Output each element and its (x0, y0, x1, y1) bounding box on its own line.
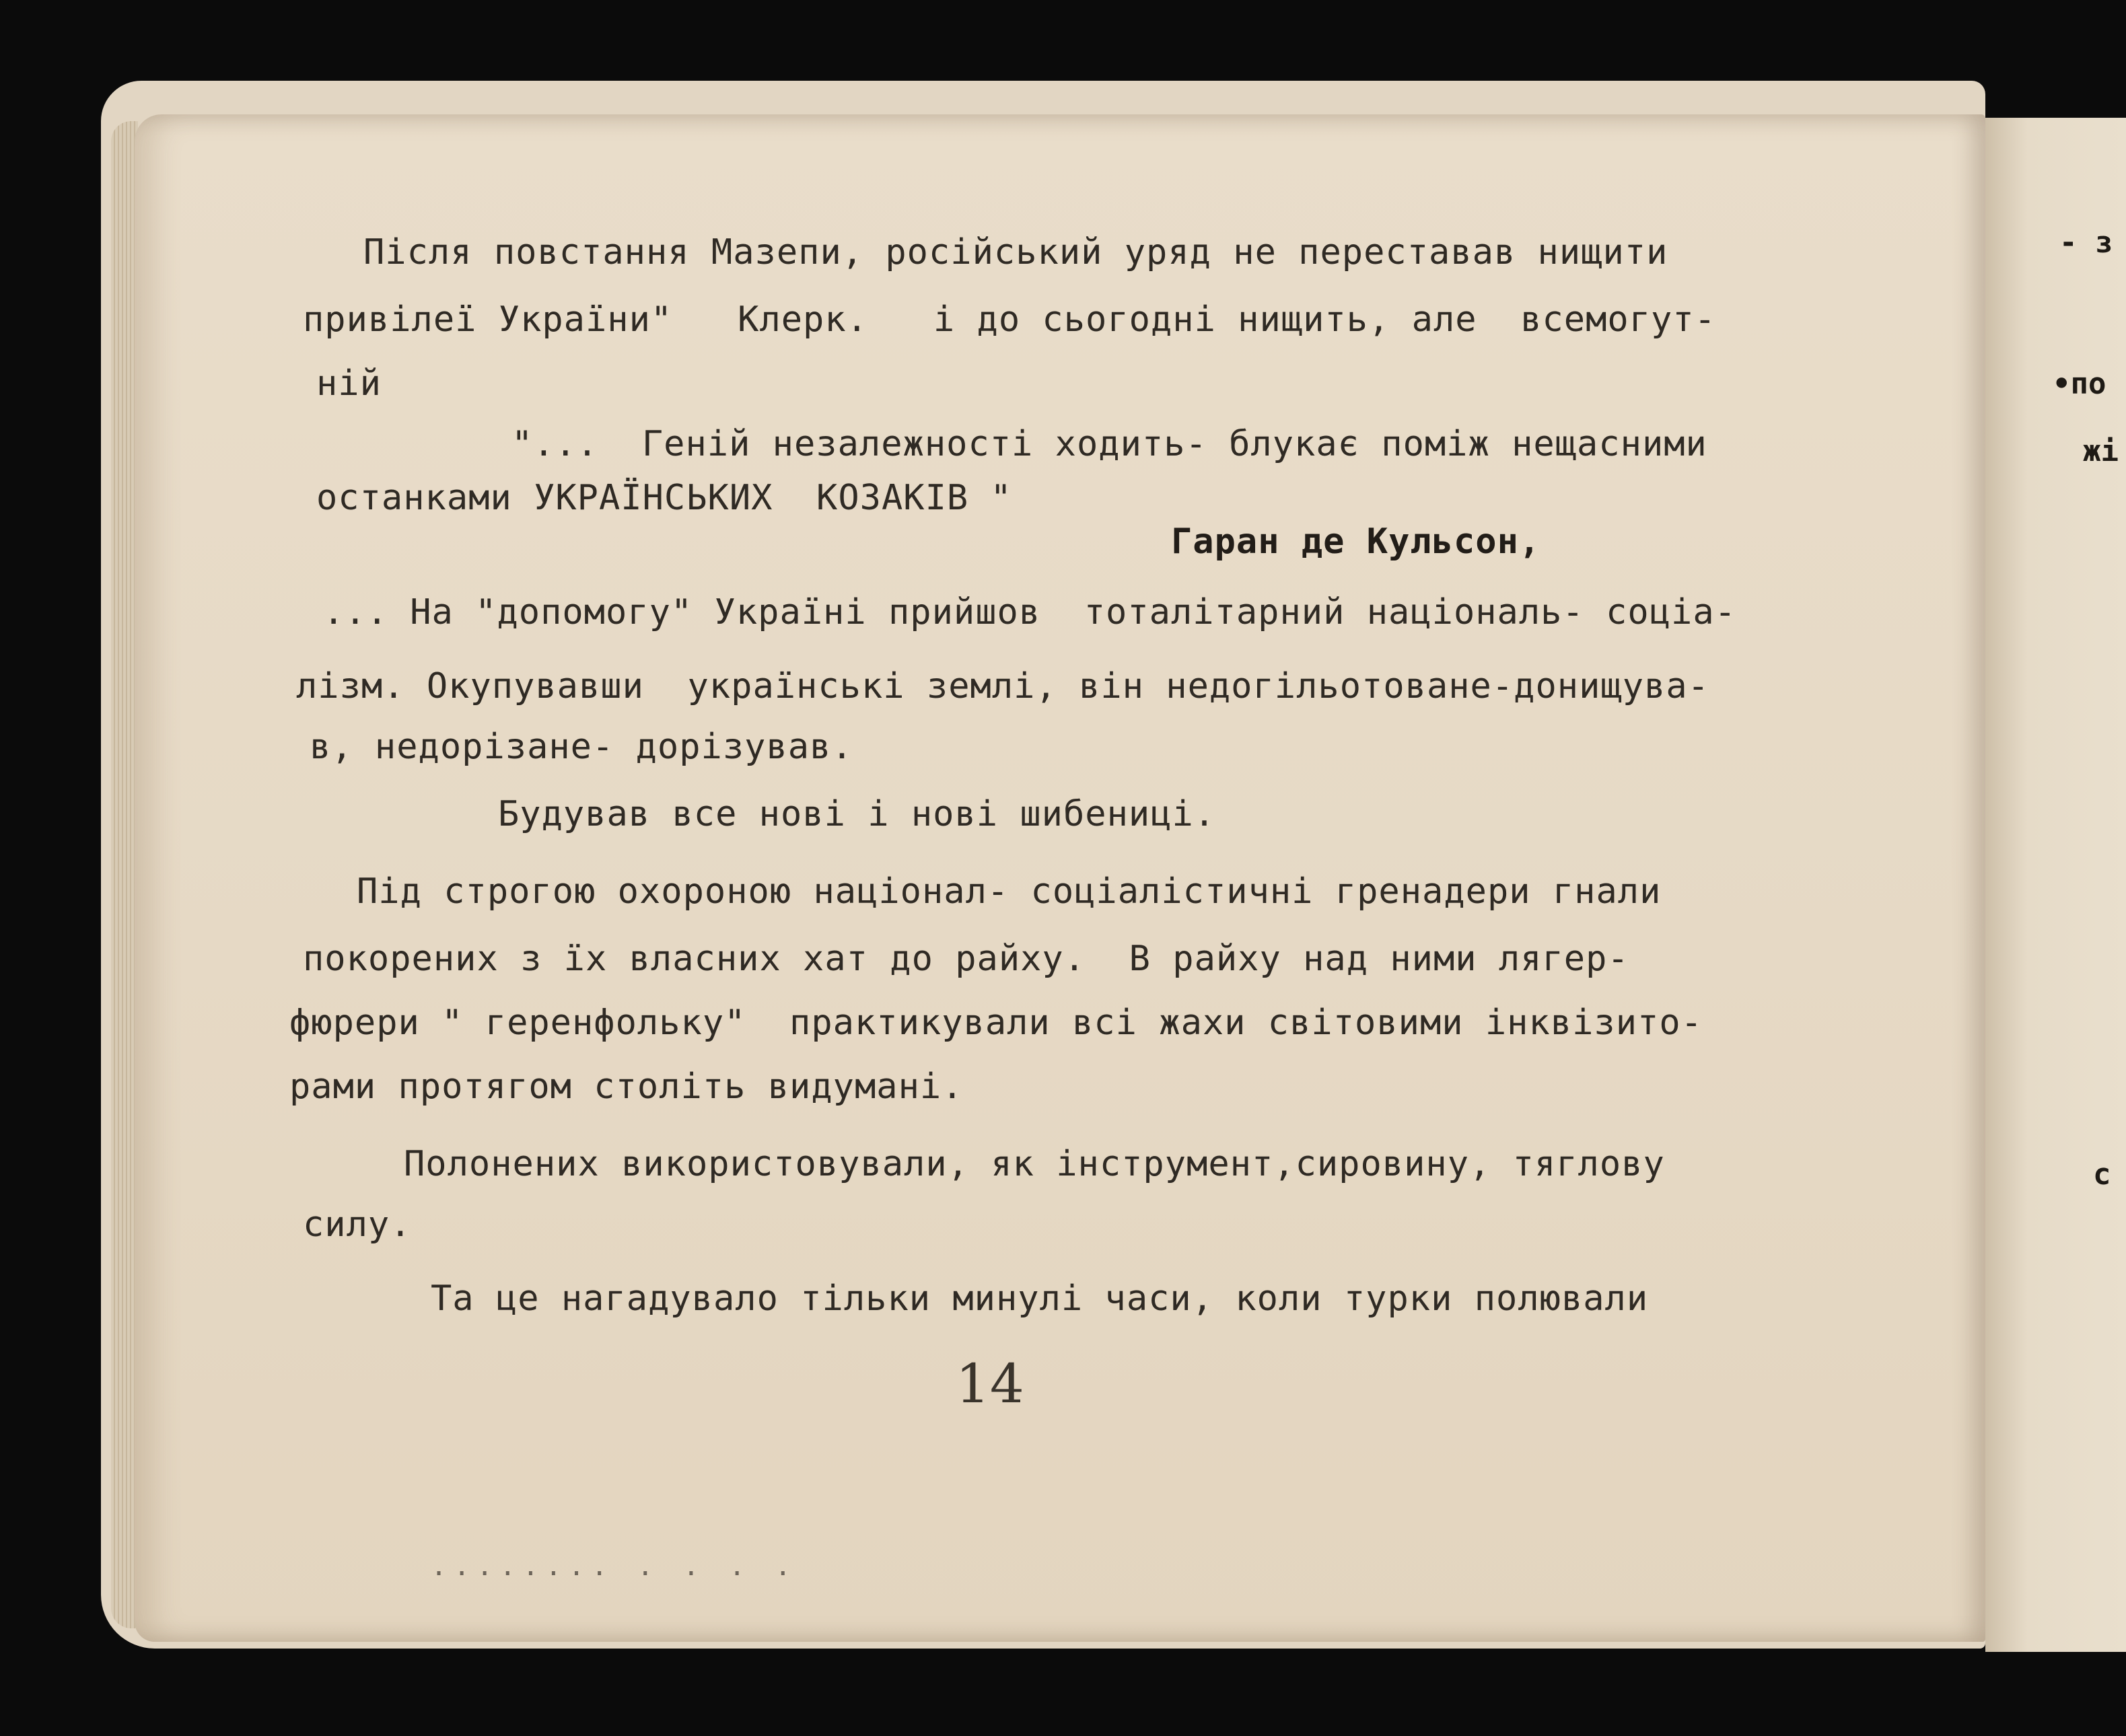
next-page-fragment-1: - з (2059, 225, 2113, 260)
text-line-6: ... На "допомогу" Україні прийшов тоталітарний національ- соціа- (323, 592, 1736, 632)
page-edges (111, 121, 138, 1628)
text-line-1: Після повстання Мазепи, російський уряд не переставав нищити (363, 232, 1668, 273)
text-line-9: Будував все нові і нові шибениці. (498, 794, 1216, 834)
text-line-13: рами протягом століть видумані. (289, 1066, 964, 1107)
next-page-fragment-4: с (2093, 1157, 2111, 1192)
next-page-edge (1985, 118, 2126, 1652)
text-line-4: "... Геній незалежності ходить- блукає поміж нещасними (511, 424, 1707, 464)
text-line-12: фюрери " геренфольку" практикували всі жахи світовими інквізито- (289, 1003, 1703, 1043)
page-number: 14 (956, 1352, 1024, 1415)
text-line-16: Та це нагадувало тільки минулі часи, коли турки полювали (431, 1278, 1649, 1319)
next-page-fragment-2: •по (2053, 367, 2106, 401)
text-line-3: ній (316, 363, 382, 404)
signature-line: Гаран де Кульсон, (1171, 521, 1541, 562)
text-line-14: Полонених використовували, як інструмент,сировину, тяглову (404, 1144, 1665, 1184)
text-line-7: лізм. Окупувавши українські землі, він недогільотоване-донищува- (296, 666, 1709, 707)
next-page-fragment-3: жі (2083, 434, 2119, 468)
text-line-2: привілеї України" Клерк. і до сьогодні нищить, але всемогут- (303, 299, 1716, 340)
text-line-5: останками УКРАЇНСЬКИХ КОЗАКІВ " (316, 478, 1012, 518)
text-line-10: Під строгою охороною націонал- соціалістичні гренадери гнали (357, 871, 1662, 912)
text-line-8: в, недорізане- дорізував. (310, 727, 853, 767)
text-line-11: покорених з їх власних хат до райху. В райху над ними лягер- (303, 939, 1629, 979)
text-line-15: силу. (303, 1204, 412, 1245)
dotted-line: ........ . . . . (431, 1551, 798, 1582)
